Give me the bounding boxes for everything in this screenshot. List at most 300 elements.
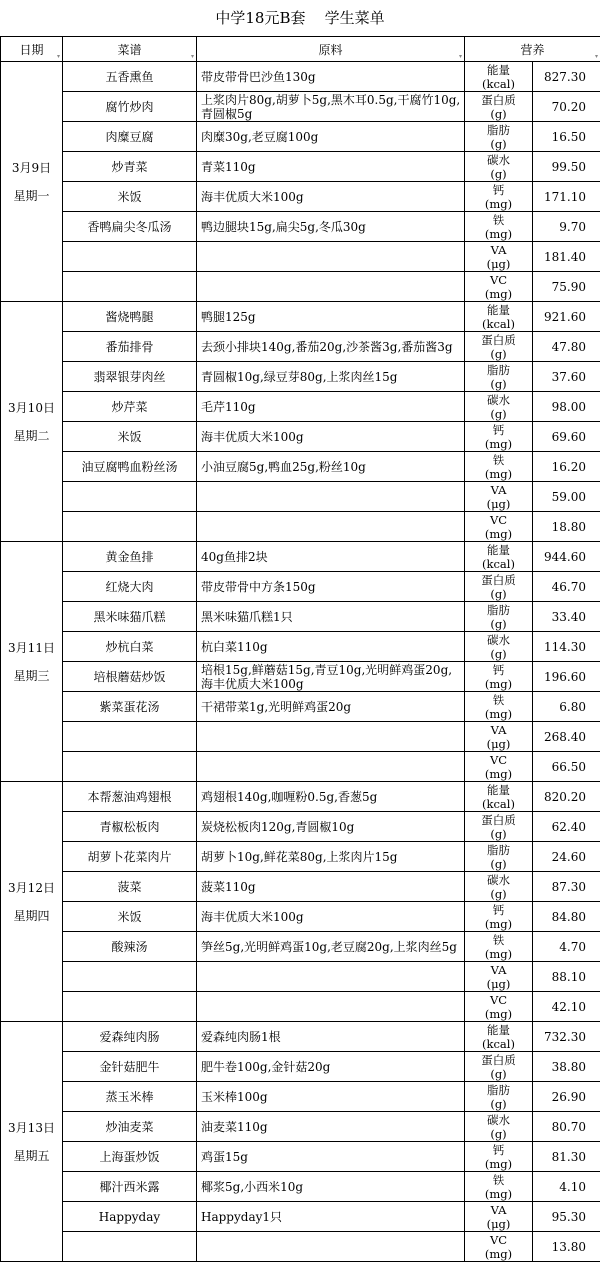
nutrient-value: 24.60 xyxy=(533,842,600,872)
nutrient-label xyxy=(465,512,533,542)
nutrient-unit: (g) xyxy=(490,616,507,631)
nutrient-name: VA xyxy=(490,242,507,257)
material-cell: 肥牛卷100g,金针菇20g xyxy=(197,1052,465,1082)
nutrient-label xyxy=(465,632,533,662)
nutrient-value: 827.30 xyxy=(533,62,600,92)
nutrient-name: VA xyxy=(490,722,507,737)
table-row xyxy=(1,452,600,482)
table-row xyxy=(1,902,600,932)
material-cell: 黑米味猫爪糕1只 xyxy=(197,602,465,632)
table-row xyxy=(1,392,600,422)
nutrient-unit: (μg) xyxy=(486,976,511,991)
dish-cell: 爱森纯肉肠 xyxy=(63,1022,197,1052)
nutrient-unit: (g) xyxy=(490,826,507,841)
filter-arrow-icon[interactable]: ▾ xyxy=(458,53,462,60)
dish-cell: 腐竹炒肉 xyxy=(63,92,197,122)
nutrient-name: VA xyxy=(490,962,507,977)
nutrient-unit: (mg) xyxy=(484,226,513,241)
nutrient-unit: (g) xyxy=(490,1096,507,1111)
nutrient-value: 98.00 xyxy=(533,392,600,422)
dish-cell xyxy=(63,512,197,542)
nutrient-unit: (g) xyxy=(490,646,507,661)
nutrient-label xyxy=(465,962,533,992)
table-row xyxy=(1,122,600,152)
table-row xyxy=(1,722,600,752)
nutrient-value: 70.20 xyxy=(533,92,600,122)
nutrient-label xyxy=(465,392,533,422)
table-row xyxy=(1,332,600,362)
nutrient-value: 42.10 xyxy=(533,992,600,1022)
header-nutrition[interactable]: 营养 ▾ xyxy=(465,37,600,62)
nutrient-label xyxy=(465,1202,533,1232)
dish-cell: 蒸玉米棒 xyxy=(63,1082,197,1112)
table-row xyxy=(1,512,600,542)
material-cell: 上浆肉片80g,胡萝卜5g,黑木耳0.5g,干腐竹10g,青圆椒5g xyxy=(197,92,465,122)
nutrient-label xyxy=(465,1082,533,1112)
nutrient-name: 钙 xyxy=(492,1142,505,1157)
nutrient-label xyxy=(465,302,533,332)
nutrient-label xyxy=(465,872,533,902)
material-cell: 海丰优质大米100g xyxy=(197,182,465,212)
nutrient-unit: (μg) xyxy=(486,1216,511,1231)
nutrient-name: 碳水 xyxy=(487,872,510,887)
page-title xyxy=(0,0,600,36)
dish-cell: 酱烧鸭腿 xyxy=(63,302,197,332)
nutrient-unit: (kcal) xyxy=(482,316,515,331)
nutrient-unit: (mg) xyxy=(484,706,513,721)
nutrient-unit: (mg) xyxy=(484,196,513,211)
nutrient-name: 碳水 xyxy=(487,152,510,167)
table-row xyxy=(1,992,600,1022)
nutrient-label xyxy=(465,812,533,842)
nutrient-label xyxy=(465,422,533,452)
nutrient-name: 蛋白质 xyxy=(481,332,516,347)
material-cell xyxy=(197,272,465,302)
material-cell: 干裙带菜1g,光明鲜鸡蛋20g xyxy=(197,692,465,722)
date-label: 3月9日 xyxy=(11,160,52,175)
table-row xyxy=(1,212,600,242)
nutrient-name: VC xyxy=(489,272,508,287)
nutrient-name: 碳水 xyxy=(487,1112,510,1127)
material-cell: 海丰优质大米100g xyxy=(197,422,465,452)
table-row xyxy=(1,842,600,872)
date-label: 3月10日 xyxy=(8,400,55,415)
nutrient-label xyxy=(465,1022,533,1052)
weekday-label: 星期一 xyxy=(13,188,50,203)
material-cell xyxy=(197,992,465,1022)
table-row xyxy=(1,782,600,812)
nutrient-value: 114.30 xyxy=(533,632,600,662)
table-row xyxy=(1,572,600,602)
nutrient-label xyxy=(465,542,533,572)
nutrient-label xyxy=(465,242,533,272)
dish-cell: 米饭 xyxy=(63,422,197,452)
table-row xyxy=(1,1172,600,1202)
nutrient-label xyxy=(465,1142,533,1172)
nutrient-name: 钙 xyxy=(492,662,505,677)
nutrient-unit: (mg) xyxy=(484,946,513,961)
dish-cell xyxy=(63,272,197,302)
nutrient-value: 99.50 xyxy=(533,152,600,182)
nutrient-unit: (kcal) xyxy=(482,1036,515,1051)
dish-cell: 本帮葱油鸡翅根 xyxy=(63,782,197,812)
nutrient-label xyxy=(465,662,533,692)
table-row xyxy=(1,812,600,842)
nutrient-label xyxy=(465,272,533,302)
nutrient-value: 820.20 xyxy=(533,782,600,812)
nutrient-label xyxy=(465,992,533,1022)
material-cell xyxy=(197,722,465,752)
nutrient-unit: (g) xyxy=(490,166,507,181)
nutrient-value: 18.80 xyxy=(533,512,600,542)
nutrient-unit: (mg) xyxy=(484,1246,513,1261)
nutrient-label xyxy=(465,362,533,392)
dish-cell: 番茄排骨 xyxy=(63,332,197,362)
nutrient-name: 蛋白质 xyxy=(481,572,516,587)
filter-arrow-icon[interactable]: ▾ xyxy=(190,53,194,60)
nutrient-unit: (kcal) xyxy=(482,76,515,91)
material-cell: 毛芹110g xyxy=(197,392,465,422)
nutrient-value: 46.70 xyxy=(533,572,600,602)
nutrient-name: 碳水 xyxy=(487,392,510,407)
nutrient-value: 4.70 xyxy=(533,932,600,962)
dish-cell: 米饭 xyxy=(63,902,197,932)
dish-cell: 紫菜蛋花汤 xyxy=(63,692,197,722)
nutrient-value: 75.90 xyxy=(533,272,600,302)
weekday-label: 星期四 xyxy=(13,908,50,923)
nutrient-value: 37.60 xyxy=(533,362,600,392)
nutrient-label xyxy=(465,122,533,152)
nutrient-unit: (g) xyxy=(490,886,507,901)
table-row xyxy=(1,482,600,512)
nutrient-label xyxy=(465,212,533,242)
dish-cell: 培根蘑菇炒饭 xyxy=(63,662,197,692)
nutrient-name: VA xyxy=(490,1202,507,1217)
dish-cell xyxy=(63,242,197,272)
dish-cell: 炒青菜 xyxy=(63,152,197,182)
table-row xyxy=(1,422,600,452)
table-row xyxy=(1,962,600,992)
date-cell xyxy=(1,62,63,302)
table-row xyxy=(1,1082,600,1112)
weekday-label: 星期三 xyxy=(13,668,50,683)
nutrient-unit: (mg) xyxy=(484,286,513,301)
nutrient-unit: (mg) xyxy=(484,1006,513,1021)
nutrient-name: 碳水 xyxy=(487,632,510,647)
material-cell: 鸡翅根140g,咖喱粉0.5g,香葱5g xyxy=(197,782,465,812)
weekday-label: 星期五 xyxy=(13,1148,50,1163)
header-date[interactable]: 日期 ▾ xyxy=(1,37,63,62)
dish-cell: 青椒松板肉 xyxy=(63,812,197,842)
nutrient-name: VC xyxy=(489,512,508,527)
nutrient-unit: (g) xyxy=(490,136,507,151)
dish-cell: 金针菇肥牛 xyxy=(63,1052,197,1082)
nutrient-name: 蛋白质 xyxy=(481,1052,516,1067)
dish-cell: 五香熏鱼 xyxy=(63,62,197,92)
nutrient-value: 81.30 xyxy=(533,1142,600,1172)
nutrient-unit: (μg) xyxy=(486,496,511,511)
nutrient-name: 铁 xyxy=(492,1172,505,1187)
nutrient-label xyxy=(465,692,533,722)
dish-cell xyxy=(63,482,197,512)
dish-cell: 油豆腐鸭血粉丝汤 xyxy=(63,452,197,482)
table-row xyxy=(1,1232,600,1262)
nutrient-value: 95.30 xyxy=(533,1202,600,1232)
nutrient-value: 181.40 xyxy=(533,242,600,272)
header-row xyxy=(1,37,600,62)
material-cell: 培根15g,鲜蘑菇15g,青豆10g,光明鲜鸡蛋20g,海丰优质大米100g xyxy=(197,662,465,692)
table-row xyxy=(1,1052,600,1082)
material-cell: 鸭边腿块15g,扁尖5g,冬瓜30g xyxy=(197,212,465,242)
nutrient-label xyxy=(465,602,533,632)
nutrient-unit: (mg) xyxy=(484,1186,513,1201)
nutrient-value: 4.10 xyxy=(533,1172,600,1202)
nutrient-label xyxy=(465,332,533,362)
filter-arrow-icon[interactable]: ▾ xyxy=(56,53,60,60)
nutrient-label xyxy=(465,902,533,932)
dish-cell: Happyday xyxy=(63,1202,197,1232)
nutrient-name: 蛋白质 xyxy=(481,92,516,107)
nutrient-unit: (mg) xyxy=(484,916,513,931)
material-cell: 带皮带骨巴沙鱼130g xyxy=(197,62,465,92)
date-cell xyxy=(1,542,63,782)
nutrient-unit: (g) xyxy=(490,1126,507,1141)
table-row xyxy=(1,1022,600,1052)
material-cell: 青菜110g xyxy=(197,152,465,182)
material-cell: 菠菜110g xyxy=(197,872,465,902)
material-cell: 40g鱼排2块 xyxy=(197,542,465,572)
date-cell xyxy=(1,782,63,1022)
material-cell: 油麦菜110g xyxy=(197,1112,465,1142)
nutrient-value: 732.30 xyxy=(533,1022,600,1052)
nutrient-name: 脂肪 xyxy=(487,602,510,617)
nutrient-value: 59.00 xyxy=(533,482,600,512)
nutrient-label xyxy=(465,842,533,872)
nutrient-value: 87.30 xyxy=(533,872,600,902)
material-cell xyxy=(197,512,465,542)
table-row xyxy=(1,182,600,212)
table-row xyxy=(1,872,600,902)
nutrient-value: 6.80 xyxy=(533,692,600,722)
nutrient-label xyxy=(465,1052,533,1082)
dish-cell: 炒油麦菜 xyxy=(63,1112,197,1142)
nutrient-unit: (mg) xyxy=(484,436,513,451)
dish-cell: 黄金鱼排 xyxy=(63,542,197,572)
date-cell xyxy=(1,302,63,542)
dish-cell: 胡萝卜花菜肉片 xyxy=(63,842,197,872)
nutrient-label xyxy=(465,1172,533,1202)
nutrient-label xyxy=(465,782,533,812)
nutrient-label xyxy=(465,1232,533,1262)
nutrient-value: 33.40 xyxy=(533,602,600,632)
material-cell: 小油豆腐5g,鸭血25g,粉丝10g xyxy=(197,452,465,482)
nutrient-label xyxy=(465,62,533,92)
nutrient-name: 铁 xyxy=(492,452,505,467)
nutrient-value: 38.80 xyxy=(533,1052,600,1082)
filter-arrow-icon[interactable]: ▾ xyxy=(595,53,599,60)
table-row xyxy=(1,302,600,332)
nutrient-value: 66.50 xyxy=(533,752,600,782)
nutrient-unit: (μg) xyxy=(486,256,511,271)
nutrient-label xyxy=(465,1112,533,1142)
weekday-label: 星期二 xyxy=(13,428,50,443)
nutrient-name: 脂肪 xyxy=(487,842,510,857)
material-cell: 胡萝卜10g,鲜花菜80g,上浆肉片15g xyxy=(197,842,465,872)
material-cell: 笋丝5g,光明鲜鸡蛋10g,老豆腐20g,上浆肉丝5g xyxy=(197,932,465,962)
table-row xyxy=(1,752,600,782)
table-row xyxy=(1,932,600,962)
nutrient-label xyxy=(465,92,533,122)
nutrient-name: VA xyxy=(490,482,507,497)
table-row xyxy=(1,662,600,692)
nutrient-value: 80.70 xyxy=(533,1112,600,1142)
title-school: 中学18元B套 xyxy=(215,9,306,27)
material-cell: 炭烧松板肉120g,青圆椒10g xyxy=(197,812,465,842)
nutrient-value: 16.50 xyxy=(533,122,600,152)
nutrient-unit: (g) xyxy=(490,376,507,391)
dish-cell: 酸辣汤 xyxy=(63,932,197,962)
nutrient-label xyxy=(465,452,533,482)
nutrient-name: 能量 xyxy=(487,1022,510,1037)
dish-cell: 菠菜 xyxy=(63,872,197,902)
header-dish[interactable]: 菜谱 ▾ xyxy=(63,37,197,62)
material-cell: 青圆椒10g,绿豆芽80g,上浆肉丝15g xyxy=(197,362,465,392)
date-label: 3月13日 xyxy=(8,1120,55,1135)
dish-cell: 上海蛋炒饭 xyxy=(63,1142,197,1172)
nutrient-value: 268.40 xyxy=(533,722,600,752)
nutrient-label xyxy=(465,182,533,212)
nutrient-name: VC xyxy=(489,752,508,767)
nutrient-name: 脂肪 xyxy=(487,122,510,137)
nutrient-value: 921.60 xyxy=(533,302,600,332)
nutrient-name: 能量 xyxy=(487,782,510,797)
table-row xyxy=(1,92,600,122)
date-label: 3月12日 xyxy=(8,880,55,895)
nutrient-name: 能量 xyxy=(487,302,510,317)
dish-cell xyxy=(63,1232,197,1262)
nutrient-label xyxy=(465,572,533,602)
nutrient-name: VC xyxy=(489,1232,508,1247)
nutrient-name: 蛋白质 xyxy=(481,812,516,827)
material-cell: 肉糜30g,老豆腐100g xyxy=(197,122,465,152)
dish-cell: 椰汁西米露 xyxy=(63,1172,197,1202)
nutrient-name: 铁 xyxy=(492,692,505,707)
material-cell: 椰浆5g,小西米10g xyxy=(197,1172,465,1202)
nutrient-name: 铁 xyxy=(492,212,505,227)
material-cell: 去颈小排块140g,番茄20g,沙茶酱3g,番茄酱3g xyxy=(197,332,465,362)
nutrient-label xyxy=(465,752,533,782)
table-row xyxy=(1,242,600,272)
nutrient-label xyxy=(465,152,533,182)
material-cell xyxy=(197,242,465,272)
nutrient-value: 62.40 xyxy=(533,812,600,842)
nutrient-name: 能量 xyxy=(487,62,510,77)
material-cell: 爱森纯肉肠1根 xyxy=(197,1022,465,1052)
nutrient-unit: (g) xyxy=(490,856,507,871)
material-cell: 杭白菜110g xyxy=(197,632,465,662)
nutrient-value: 47.80 xyxy=(533,332,600,362)
title-menu: 学生菜单 xyxy=(324,9,385,27)
nutrient-label xyxy=(465,482,533,512)
dish-cell: 炒芹菜 xyxy=(63,392,197,422)
material-cell xyxy=(197,1232,465,1262)
nutrient-name: 钙 xyxy=(492,182,505,197)
table-row xyxy=(1,602,600,632)
nutrient-value: 26.90 xyxy=(533,1082,600,1112)
dish-cell: 香鸭扁尖冬瓜汤 xyxy=(63,212,197,242)
dish-cell: 红烧大肉 xyxy=(63,572,197,602)
material-cell: 带皮带骨中方条150g xyxy=(197,572,465,602)
material-cell: 鸡蛋15g xyxy=(197,1142,465,1172)
nutrient-name: 铁 xyxy=(492,932,505,947)
nutrient-value: 88.10 xyxy=(533,962,600,992)
table-row xyxy=(1,62,600,92)
dish-cell: 翡翠银芽肉丝 xyxy=(63,362,197,392)
table-row xyxy=(1,272,600,302)
dish-cell xyxy=(63,962,197,992)
nutrient-name: 能量 xyxy=(487,542,510,557)
nutrient-unit: (g) xyxy=(490,346,507,361)
nutrient-value: 944.60 xyxy=(533,542,600,572)
material-cell: Happyday1只 xyxy=(197,1202,465,1232)
date-cell xyxy=(1,1022,63,1262)
nutrient-value: 13.80 xyxy=(533,1232,600,1262)
dish-cell xyxy=(63,992,197,1022)
nutrient-value: 196.60 xyxy=(533,662,600,692)
nutrient-unit: (mg) xyxy=(484,676,513,691)
nutrient-unit: (g) xyxy=(490,1066,507,1081)
table-row xyxy=(1,362,600,392)
nutrient-unit: (mg) xyxy=(484,526,513,541)
nutrient-name: 钙 xyxy=(492,422,505,437)
table-row xyxy=(1,632,600,662)
material-cell xyxy=(197,482,465,512)
date-label: 3月11日 xyxy=(8,640,55,655)
dish-cell xyxy=(63,722,197,752)
nutrient-value: 9.70 xyxy=(533,212,600,242)
nutrient-unit: (mg) xyxy=(484,1156,513,1171)
nutrient-value: 16.20 xyxy=(533,452,600,482)
nutrient-unit: (kcal) xyxy=(482,556,515,571)
material-cell xyxy=(197,752,465,782)
header-material[interactable]: 原料 ▾ xyxy=(197,37,465,62)
nutrient-name: 脂肪 xyxy=(487,362,510,377)
nutrient-value: 84.80 xyxy=(533,902,600,932)
nutrient-unit: (mg) xyxy=(484,466,513,481)
dish-cell: 炒杭白菜 xyxy=(63,632,197,662)
nutrient-value: 171.10 xyxy=(533,182,600,212)
nutrient-name: 脂肪 xyxy=(487,1082,510,1097)
menu-table xyxy=(0,36,600,1262)
nutrient-unit: (g) xyxy=(490,106,507,121)
nutrient-label xyxy=(465,932,533,962)
nutrient-unit: (kcal) xyxy=(482,796,515,811)
dish-cell: 肉糜豆腐 xyxy=(63,122,197,152)
table-row xyxy=(1,152,600,182)
dish-cell xyxy=(63,752,197,782)
table-row xyxy=(1,692,600,722)
nutrient-unit: (mg) xyxy=(484,766,513,781)
dish-cell: 米饭 xyxy=(63,182,197,212)
nutrient-value: 69.60 xyxy=(533,422,600,452)
material-cell: 海丰优质大米100g xyxy=(197,902,465,932)
nutrient-label xyxy=(465,722,533,752)
dish-cell: 黑米味猫爪糕 xyxy=(63,602,197,632)
material-cell xyxy=(197,962,465,992)
material-cell: 鸭腿125g xyxy=(197,302,465,332)
nutrient-name: 钙 xyxy=(492,902,505,917)
table-row xyxy=(1,1112,600,1142)
